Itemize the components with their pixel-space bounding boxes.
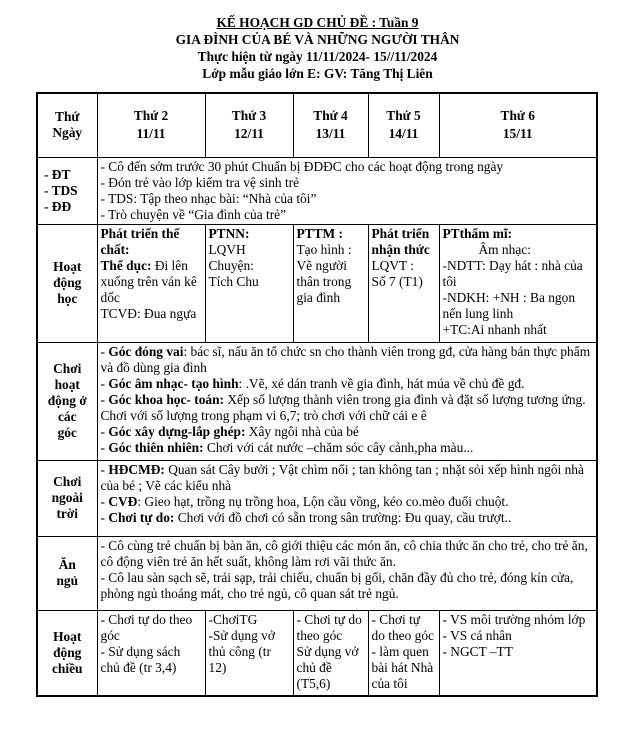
meal-sleep-line: - Cô lau sàn sạch sẽ, trải sạp, trải chiếu, chuẩn bị gối, chăn đầy đủ cho trẻ, đóng kín cửa, phòng ngủ thoáng mát, cho trẻ ngủ, cô quan sát trẻ ngủ. — [100, 569, 574, 601]
day-wednesday: Thứ 4 13/11 — [293, 93, 368, 157]
document-header — [0, 14, 635, 82]
corner-item: - Góc khoa học- toán: Xếp số lượng thành viên trong gia đình và đặt số lượng tương ứng. Chơi với số lượng trong phạm vi 6,7; trò chơi với chữ cái e ê — [100, 391, 586, 423]
afternoon-friday: - VS môi trường nhóm lớp - VS cá nhân - NGCT –TT — [439, 610, 597, 696]
reception-line: - Đón trẻ vào lớp kiểm tra vệ sinh trẻ — [100, 174, 300, 190]
outdoor-item: - Chơi tự do: Chơi với đồ chơi có sẵn trong sân trường: Đu quay, cầu trượt.. — [100, 509, 512, 525]
meal-sleep-line: - Cô cùng trẻ chuẩn bị bàn ăn, cô giới thiệu các món ăn, cô chia thức ăn cho trẻ, cho trẻ ăn, cô động viên trẻ ăn hết suất, không làm rơi vãi thức ăn. — [100, 537, 588, 569]
corner-item: - Góc thiên nhiên: Chơi với cát nước –chăm sóc cây cảnh,pha màu... — [100, 439, 474, 455]
corner-play-row — [37, 342, 597, 460]
reception-line: - Trò chuyện về “Gia đình của trẻ” — [100, 206, 287, 222]
afternoon-wednesday: - Chơi tự do theo góc Sử dụng vở chủ đề (T5,6) — [293, 610, 368, 696]
reception-line: - TDS: Tập theo nhạc bài: “Nhà của tôi” — [100, 190, 317, 206]
afternoon-monday: - Chơi tự do theo góc - Sử dụng sách chủ đề (tr 3,4) — [97, 610, 205, 696]
day-header-row — [37, 93, 597, 157]
learning-friday: PTthẩm mĩ: Âm nhạc: -NDTT: Dạy hát : nhà của tôi -NDKH: +NH : Ba ngọn nến lung linh +TC:Ai nhanh nhất — [439, 224, 597, 342]
learning-row — [37, 224, 597, 342]
reception-row — [37, 157, 597, 224]
afternoon-thursday: - Chơi tự do theo góc - làm quen bài hát Nhà của tôi — [368, 610, 439, 696]
learning-tuesday: PTNN: LQVH Chuyện: Tích Chu — [205, 224, 293, 342]
outdoor-play-content — [97, 460, 597, 536]
outdoor-play-label: Chơi ngoài trời — [37, 460, 97, 536]
meal-sleep-content — [97, 536, 597, 610]
reception-label: - ĐT - TDS - ĐĐ — [37, 157, 97, 224]
meal-sleep-row — [37, 536, 597, 610]
learning-thursday: Phát triển nhận thức LQVT : Số 7 (T1) — [368, 224, 439, 342]
outdoor-item: - CVĐ: Gieo hạt, trồng nụ trồng hoa, Lộn cầu vồng, kéo co.mèo đuổi chuột. — [100, 493, 509, 509]
day-thursday: Thứ 5 14/11 — [368, 93, 439, 157]
afternoon-tuesday: -ChơiTG -Sử dụng vở thủ công (tr 12) — [205, 610, 293, 696]
learning-label: Hoạt động học — [37, 224, 97, 342]
outdoor-play-row — [37, 460, 597, 536]
day-label-cell: Thứ Ngày — [37, 93, 97, 157]
schedule-table — [36, 92, 598, 697]
corner-item: - Góc đóng vai: bác sĩ, nấu ăn tổ chức sn cho thành viên trong gđ, cửa hàng bán thực phẩm và đồ dùng gia đình — [100, 343, 591, 375]
learning-wednesday: PTTM : Tạo hình : Vẽ người thân trong gia đình — [293, 224, 368, 342]
corner-item: - Góc xây dựng-lắp ghép: Xây ngôi nhà của bé — [100, 423, 359, 439]
date-range: Thực hiện từ ngày 11/11/2024- 15//11/2024 — [197, 49, 438, 64]
corner-play-content — [97, 342, 597, 460]
meal-sleep-label: Ăn ngủ — [37, 536, 97, 610]
day-monday: Thứ 2 11/11 — [97, 93, 205, 157]
afternoon-label: Hoạt động chiều — [37, 610, 97, 696]
plan-title: KẾ HOẠCH GD CHỦ ĐỀ : Tuần 9 — [216, 15, 419, 30]
corner-play-label: Chơi hoạt động ở các góc — [37, 342, 97, 460]
day-tuesday: Thứ 3 12/11 — [205, 93, 293, 157]
outdoor-item: - HĐCMĐ: Quan sát Cây bưởi ; Vật chìm nổi ; tan không tan ; nhặt sỏi xếp hình ngôi nhà của bé ; Vẽ các kiểu nhà — [100, 461, 584, 493]
reception-line: - Cô đến sớm trước 30 phút Chuẩn bị ĐDĐC cho các hoạt động trong ngày — [100, 158, 504, 174]
learning-monday: Phát triển thể chất: Thể dục: Đi lên xuống trên ván kê dốc TCVĐ: Đua ngựa — [97, 224, 205, 342]
corner-item: - Góc âm nhạc- tạo hình: .Vẽ, xé dán tranh về gia đình, hát múa về chủ đề gđ. — [100, 375, 525, 391]
afternoon-row — [37, 610, 597, 696]
theme-title: GIA ĐÌNH CỦA BÉ VÀ NHỮNG NGƯỜI THÂN — [175, 32, 460, 47]
class-teacher: Lớp mẫu giáo lớn E: GV: Tăng Thị Liên — [202, 66, 433, 81]
day-friday: Thứ 6 15/11 — [439, 93, 597, 157]
reception-content — [97, 157, 597, 224]
